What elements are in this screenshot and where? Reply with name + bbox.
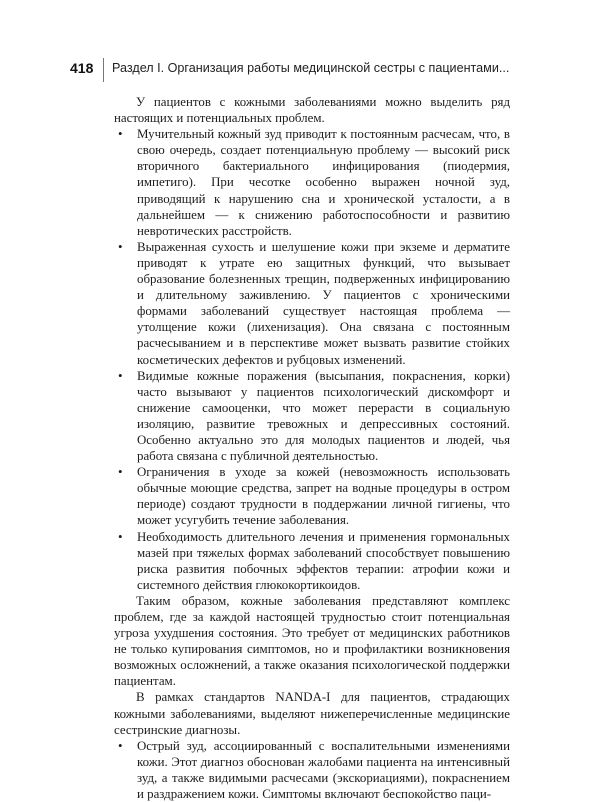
bullet-icon: • <box>118 465 123 480</box>
diagnoses-list <box>114 738 510 802</box>
intro-paragraph: У пациентов с кожными заболеваниями можно выделить ряд настоящих и потенциальных проблем. <box>114 95 510 126</box>
running-title: Раздел I. Организация работы медицинской сестры с пациентами... <box>112 61 510 75</box>
header-divider <box>103 58 104 82</box>
list-item <box>114 464 510 528</box>
bullet-icon: • <box>118 529 123 544</box>
list-item <box>114 239 510 368</box>
list-item-text: Острый зуд, ассоциированный с воспалительными изменениями кожи. Этот диагноз обоснован жалобами пациента на интенсивный зуд, а также видимыми расчесами (экскориациями), покраснением и раздражением кожи. Симптомы включают беспокойство паци- <box>137 738 510 802</box>
list-item <box>114 529 510 593</box>
list-item-text: Выраженная сухость и шелушение кожи при экземе и дерматите приводят к утрате ею защитных функций, что вызывает образование болезненных трещин, подверженных инфицированию и длительному заживлению. У пациентов с хроническими формами заболеваний существует настоящая проблема — утолщение кожи (лихенизация). Она связана с постоянным расчесыванием и в перспективе может вызвать развитие стойких косметических дефектов и рубцовых изменений. <box>137 239 510 367</box>
list-item <box>114 368 510 465</box>
list-item-text: Необходимость длительного лечения и применения гормональных мазей при тяжелых формах заболеваний способствует повышению риска развития побочных эффектов терапии: атрофии кожи и системного действия глюкокортикоидов. <box>137 529 510 592</box>
nanda-intro-paragraph: В рамках стандартов NANDA-I для пациентов, страдающих кожными заболеваниями, выделяют нижеперечисленные медицинские сестринские диагнозы. <box>114 690 510 737</box>
bullet-icon: • <box>118 738 123 753</box>
list-item <box>114 126 510 239</box>
page-header <box>70 58 532 82</box>
list-item-text: Ограничения в уходе за кожей (невозможность использовать обычные моющие средства, запрет на водные процедуры в остром периоде) создают трудности в поддержании личной гигиены, что может усугубить течение заболевания. <box>137 465 510 528</box>
summary-paragraph: Таким образом, кожные заболевания представляют комплекс проблем, где за каждой настоящей трудностью стоит потенциальная угроза ухудшения состояния. Это требует от медицинских работников не только купирования симптомов, но и профилактики возникновения возможных осложнений, а также оказания психологической поддержки пациентам. <box>114 593 510 689</box>
list-item-text: Видимые кожные поражения (высыпания, покраснения, корки) часто вызывают у пациентов психологический дискомфорт и снижение самооценки, что может перерасти в социальную изоляцию, развитие тревожных и депрессивных состояний. Особенно актуально это для молодых пациентов и людей, чья работа связана с публичной деятельностью. <box>137 368 510 464</box>
problems-list <box>114 126 510 593</box>
bullet-icon: • <box>118 127 123 142</box>
bullet-icon: • <box>118 368 123 383</box>
bullet-icon: • <box>118 239 123 254</box>
page-body <box>114 94 510 802</box>
list-item-text: Мучительный кожный зуд приводит к постоянным расчесам, что, в свою очередь, создает потенциальную проблему — высокий риск вторичного бактериального инфицирования (пиодермия, импетиго). При чесотке особенно выражен ночной зуд, приводящий к нарушению сна и хронической усталости, а в дальнейшем — к снижению работоспособности и развитию невротических расстройств. <box>137 127 510 238</box>
page-number: 418 <box>70 60 94 76</box>
list-item <box>114 738 510 802</box>
